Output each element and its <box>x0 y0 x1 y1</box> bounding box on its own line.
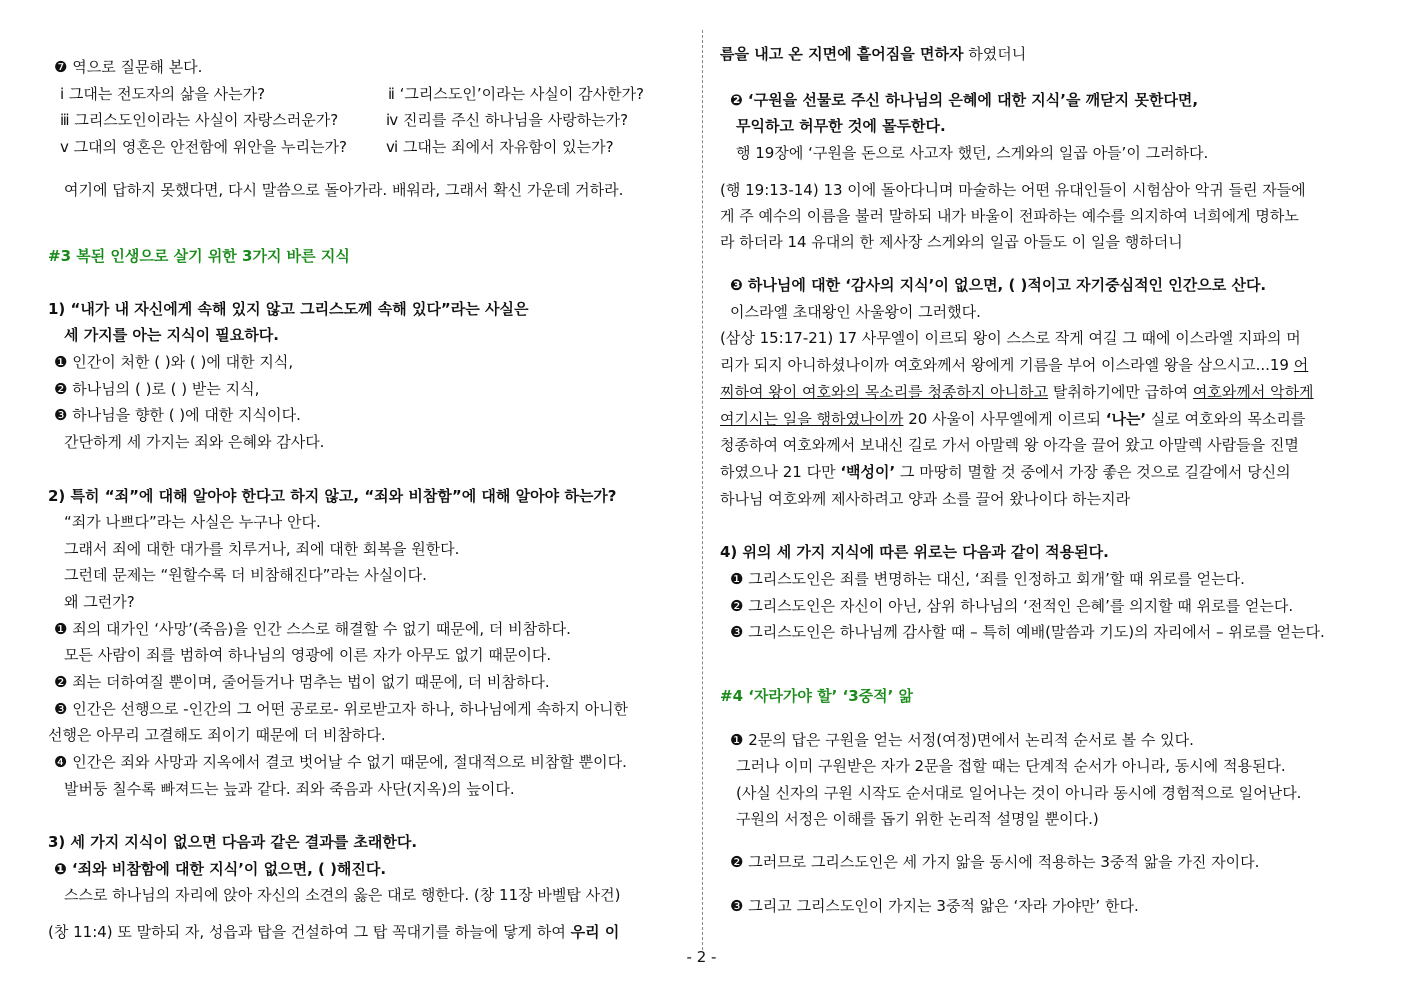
column-divider <box>702 30 703 950</box>
scripture-underlined-text: 여호와께서 악하게 <box>1192 383 1314 401</box>
section4-heading: #4 ‘자라가야 할’ ‘3중적’ 앎 <box>720 687 914 705</box>
scripture-text: 탈취하기에만 급하여 <box>1048 383 1193 401</box>
scripture-text: 하였으나 21 다만 <box>720 463 841 481</box>
point4-item-2: ❷ 그리스도인은 자신이 아닌, 삼위 하나님의 ‘전적인 은혜’를 의지할 때 위로를 얻는다. <box>730 597 1294 615</box>
acts-scripture: 게 주 예수의 이름을 불러 말하되 내가 바울이 전파하는 예수를 의지하여 너희에게 명하노 <box>720 207 1299 225</box>
point3-item-1: ❶ ‘죄와 비참함에 대한 지식’이 없으면, ( )해진다. <box>54 860 387 878</box>
samuel-scripture: 하나님 여호와께 제사하려고 양과 소를 끌어 왔나이다 하는지라 <box>720 490 1131 508</box>
scripture-underlined-text: 어 <box>1293 356 1309 374</box>
point3-item-3: ❸ 하나님에 대한 ‘감사의 지식’이 없으면, ( )적이고 자기중심적인 인간으로 산다. <box>730 276 1267 294</box>
samuel-scripture <box>720 382 1314 402</box>
question-4: ⅳ 진리를 주신 하나님을 사랑하는가? <box>386 111 629 129</box>
point3-line: 스스로 하나님의 자리에 앉아 자신의 소견의 옳은 대로 행한다. (창 11장 바벨탑 사건) <box>64 886 621 904</box>
acts-scripture: (행 19:13-14) 13 이에 돌아다니며 마술하는 어떤 유대인들이 시험삼아 악귀 들린 자들에 <box>720 181 1306 199</box>
section7-title: ❼ 역으로 질문해 본다. <box>54 58 203 76</box>
point1-summary: 간단하게 세 가지는 죄와 은혜와 감사다. <box>64 433 325 451</box>
samuel-scripture: (삼상 15:17-21) 17 사무엘이 이르되 왕이 스스로 작게 여길 그 때에 이스라엘 지파의 머 <box>720 329 1301 347</box>
acts-scripture: 라 하더라 14 유대의 한 제사장 스게와의 일곱 아들도 이 일을 행하더니 <box>720 233 1183 251</box>
section4-line: ❷ 그러므로 그리스도인은 세 가지 앎을 동시에 적용하는 3중적 앎을 가진 자이다. <box>730 853 1260 871</box>
section4-line: ❸ 그리고 그리스도인이 가지는 3중적 앎은 ‘자라 가야만’ 한다. <box>730 897 1139 915</box>
scripture-underlined-text: 여기시는 일을 행하였나이까 <box>720 410 904 428</box>
question-1: ⅰ 그대는 전도자의 삶을 사는가? <box>60 85 266 103</box>
section4-line: ❶ 2문의 답은 구원을 얻는 서정(여정)면에서 논리적 순서로 볼 수 있다. <box>730 731 1194 749</box>
question-6: ⅵ 그대는 죄에서 자유함이 있는가? <box>386 138 614 156</box>
point2-line: ❷ 죄는 더하여질 뿐이며, 줄어들거나 멈추는 법이 없기 때문에, 더 비참하다. <box>54 673 550 691</box>
scripture-text: (창 11:4) 또 말하되 자, 성읍과 탑을 건설하여 그 탑 꼭대기를 하늘에 닿게 하여 <box>48 923 571 941</box>
point3-line: 행 19장에 ‘구원을 돈으로 사고자 했던, 스게와의 일곱 아들’이 그러하다. <box>736 144 1209 162</box>
question-3: ⅲ 그리스도인이라는 사실이 자랑스러운가? <box>60 111 339 129</box>
question-2: ⅱ ‘그리스도인’이라는 사실이 감사한가? <box>388 85 645 103</box>
point1-item-2: ❷ 하나님의 ( )로 ( ) 받는 지식, <box>54 380 260 398</box>
point4-item-1: ❶ 그리스도인은 죄를 변명하는 대신, ‘죄를 인정하고 회개’할 때 위로를 얻는다. <box>730 570 1245 588</box>
section3-heading: #3 복된 인생으로 살기 위한 3가지 바른 지식 <box>48 247 350 265</box>
section4-line: 구원의 서정은 이해를 돕기 위한 논리적 설명일 뿐이다.) <box>736 810 1099 828</box>
scripture-text: 하였더니 <box>963 45 1027 63</box>
point1-item-1: ❶ 인간이 처한 ( )와 ( )에 대한 지식, <box>54 353 294 371</box>
point2-line: 선행은 아무리 고결해도 죄이기 때문에 더 비참하다. <box>48 726 386 744</box>
point2-line: ❹ 인간은 죄와 사망과 지옥에서 결코 벗어날 수 없기 때문에, 절대적으로 비참할 뿐이다. <box>54 753 627 771</box>
scripture-bold-text: 름을 내고 온 지면에 흩어짐을 면하자 <box>720 45 964 63</box>
section4-line: 그러나 이미 구원받은 자가 2문을 접할 때는 단계적 순서가 아니라, 동시에 적용된다. <box>736 757 1286 775</box>
samuel-scripture <box>720 355 1308 375</box>
scripture-text: 실로 여호와의 목소리를 <box>1146 410 1306 428</box>
point3-item-2: ❷ ‘구원을 선물로 주신 하나님의 은혜에 대한 지식’을 깨닫지 못한다면, <box>730 91 1199 109</box>
point4-item-3: ❸ 그리스도인은 하나님께 감사할 때 – 특히 예배(말씀과 기도)의 자리에서 – 위로를 얻는다. <box>730 623 1325 641</box>
point2-line: “죄가 나쁘다”라는 사실은 누구나 안다. <box>64 513 321 531</box>
question-5: ⅴ 그대의 영혼은 안전함에 위안을 누리는가? <box>60 138 348 156</box>
section4-line: (사실 신자의 구원 시작도 순서대로 일어나는 것이 아니라 동시에 경험적으로 일어난다. <box>736 784 1302 802</box>
scripture-continuation <box>720 44 1026 64</box>
point2-line: 그런데 문제는 “원할수록 더 비참해진다”라는 사실이다. <box>64 566 427 584</box>
point2-line: 발버둥 칠수록 빠져드는 늪과 같다. 죄와 죽음과 사단(지옥)의 늪이다. <box>64 780 515 798</box>
point1-item-3: ❸ 하나님을 향한 ( )에 대한 지식이다. <box>54 406 301 424</box>
point1-title: 1) “내가 내 자신에게 속해 있지 않고 그리스도께 속해 있다”라는 사실은 <box>48 300 529 318</box>
scripture-text: 그 마땅히 멸할 것 중에서 가장 좋은 것으로 길갈에서 당신의 <box>895 463 1291 481</box>
point2-line: ❶ 죄의 대가인 ‘사망’(죽음)을 인간 스스로 해결할 수 없기 때문에, 더 비참하다. <box>54 620 571 638</box>
page-number: - 2 - <box>686 948 717 966</box>
point2-line: ❸ 인간은 선행으로 -인간의 그 어떤 공로로- 위로받고자 하나, 하나님에게 속하지 아니한 <box>54 700 629 718</box>
point3-title: 3) 세 가지 지식이 없으면 다음과 같은 결과를 초래한다. <box>48 833 418 851</box>
point2-title: 2) 특히 “죄”에 대해 알아야 한다고 하지 않고, “죄와 비참함”에 대해 알아야 하는가? <box>48 487 617 505</box>
samuel-scripture <box>720 462 1291 482</box>
scripture-text: 리가 되지 아니하셨나이까 여호와께서 왕에게 기름을 부어 이스라엘 왕을 삼으시고...19 <box>720 356 1294 374</box>
scripture-bold-text: ‘백성이’ <box>840 463 896 481</box>
scripture-underlined-text: 찌하여 왕이 여호와의 목소리를 청종하지 아니하고 <box>720 383 1049 401</box>
scripture-bold-text: 우리 이 <box>570 923 620 941</box>
point3-line: 이스라엘 초대왕인 사울왕이 그러했다. <box>730 303 981 321</box>
point4-title: 4) 위의 세 가지 지식에 따른 위로는 다음과 같이 적용된다. <box>720 543 1109 561</box>
point2-line: 그래서 죄에 대한 대가를 치루거나, 죄에 대한 회복을 원한다. <box>64 540 460 558</box>
advice-text: 여기에 답하지 못했다면, 다시 말씀으로 돌아가라. 배워라, 그래서 확신 가운데 거하라. <box>64 181 624 199</box>
point2-line: 왜 그런가? <box>64 593 135 611</box>
point2-line: 모든 사람이 죄를 범하여 하나님의 영광에 이른 자가 아무도 없기 때문이다. <box>64 646 552 664</box>
samuel-scripture: 청종하여 여호와께서 보내신 길로 가서 아말렉 왕 아각을 끌어 왔고 아말렉 사람들을 진멸 <box>720 436 1299 454</box>
point3-item-2-cont: 무익하고 허무한 것에 몰두한다. <box>736 117 946 135</box>
scripture-text: 20 사울이 사무엘에게 이르되 <box>903 410 1106 428</box>
point3-scripture <box>48 922 619 942</box>
point1-title-cont: 세 가지를 아는 지식이 필요하다. <box>64 326 279 344</box>
samuel-scripture <box>720 409 1305 429</box>
scripture-bold-text: ‘나는’ <box>1105 410 1147 428</box>
